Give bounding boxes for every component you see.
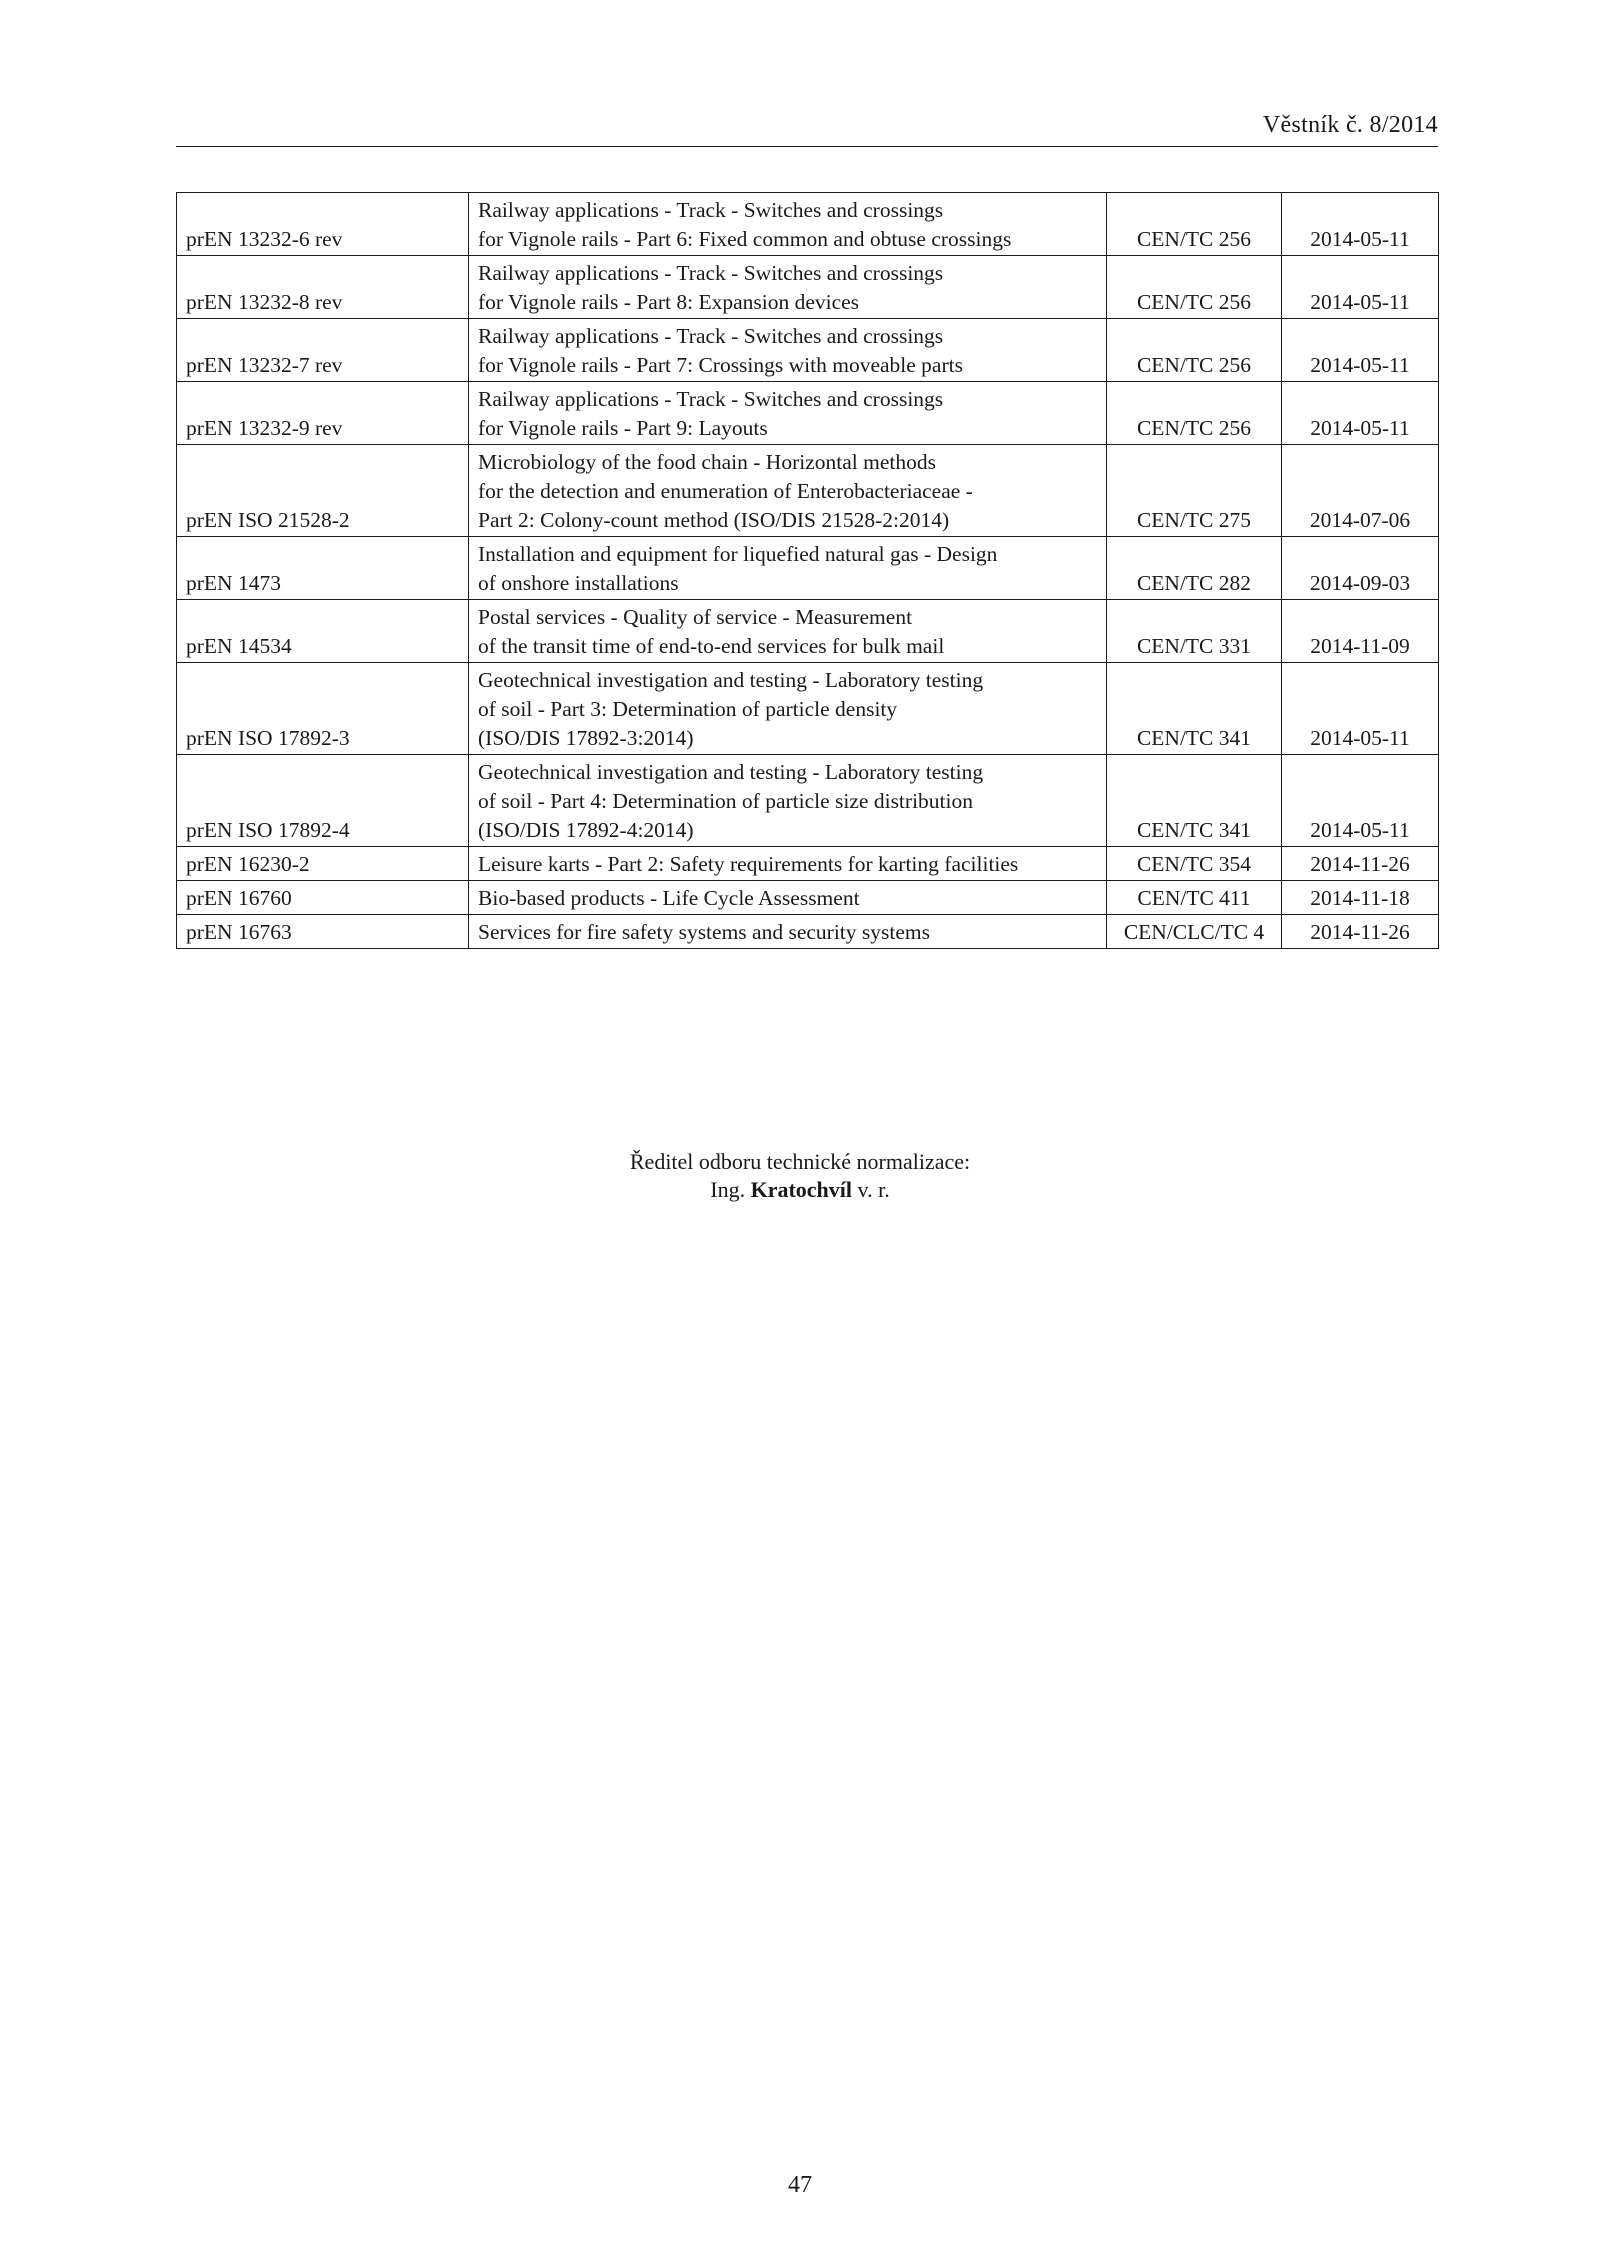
deadline-date: 2014-05-11 (1282, 193, 1439, 256)
standard-code: prEN 13232-6 rev (177, 193, 469, 256)
standard-code: prEN 16760 (177, 881, 469, 915)
deadline-date: 2014-09-03 (1282, 537, 1439, 600)
deadline-date: 2014-05-11 (1282, 755, 1439, 847)
standard-code: prEN 13232-9 rev (177, 382, 469, 445)
table-row (177, 881, 1439, 915)
table-row (177, 319, 1439, 382)
technical-committee: CEN/TC 331 (1107, 600, 1282, 663)
standard-code: prEN 13232-7 rev (177, 319, 469, 382)
deadline-date: 2014-11-26 (1282, 915, 1439, 949)
journal-issue-title: Věstník č. 8/2014 (1262, 112, 1438, 138)
standard-code: prEN 16763 (177, 915, 469, 949)
table-row (177, 755, 1439, 847)
standard-code: prEN ISO 21528-2 (177, 445, 469, 537)
table-row (177, 600, 1439, 663)
standard-title: Bio-based products - Life Cycle Assessment (469, 881, 1107, 915)
standards-table-body (177, 193, 1439, 949)
deadline-date: 2014-11-09 (1282, 600, 1439, 663)
signatory-title-prefix: Ing. (710, 1177, 746, 1202)
technical-committee: CEN/TC 354 (1107, 847, 1282, 881)
signatory-role: Ředitel odboru technické normalizace: (629, 1149, 971, 1174)
standard-title: Railway applications - Track - Switches and crossings for Vignole rails - Part 7: Crossings with moveable parts (469, 319, 1107, 382)
signatory-suffix: v. r. (857, 1177, 890, 1202)
table-row (177, 193, 1439, 256)
deadline-date: 2014-05-11 (1282, 319, 1439, 382)
standard-code: prEN 16230-2 (177, 847, 469, 881)
standard-title: Railway applications - Track - Switches and crossings for Vignole rails - Part 8: Expansion devices (469, 256, 1107, 319)
signatory-name: Kratochvíl (750, 1177, 853, 1202)
table-row (177, 537, 1439, 600)
standard-title: Geotechnical investigation and testing - Laboratory testing of soil - Part 3: Determination of particle density (ISO/DIS 17892-3:2014) (469, 663, 1107, 755)
table-row (177, 663, 1439, 755)
standards-table (176, 192, 1439, 949)
page-header (176, 108, 1438, 147)
deadline-date: 2014-11-26 (1282, 847, 1439, 881)
technical-committee: CEN/TC 256 (1107, 382, 1282, 445)
standard-code: prEN 13232-8 rev (177, 256, 469, 319)
deadline-date: 2014-05-11 (1282, 256, 1439, 319)
standard-title: Services for fire safety systems and security systems (469, 915, 1107, 949)
deadline-date: 2014-05-11 (1282, 382, 1439, 445)
signature-block (0, 1148, 1600, 1204)
technical-committee: CEN/TC 275 (1107, 445, 1282, 537)
technical-committee: CEN/CLC/TC 4 (1107, 915, 1282, 949)
standard-title: Railway applications - Track - Switches and crossings for Vignole rails - Part 9: Layouts (469, 382, 1107, 445)
standard-title: Postal services - Quality of service - Measurement of the transit time of end-to-end services for bulk mail (469, 600, 1107, 663)
table-row (177, 445, 1439, 537)
table-row (177, 847, 1439, 881)
standard-title: Leisure karts - Part 2: Safety requirements for karting facilities (469, 847, 1107, 881)
technical-committee: CEN/TC 256 (1107, 256, 1282, 319)
technical-committee: CEN/TC 256 (1107, 193, 1282, 256)
table-row (177, 382, 1439, 445)
standard-title: Geotechnical investigation and testing - Laboratory testing of soil - Part 4: Determination of particle size distribution (ISO/DIS 17892-4:2014) (469, 755, 1107, 847)
deadline-date: 2014-05-11 (1282, 663, 1439, 755)
standard-title: Installation and equipment for liquefied natural gas - Design of onshore installations (469, 537, 1107, 600)
standard-title: Railway applications - Track - Switches and crossings for Vignole rails - Part 6: Fixed common and obtuse crossings (469, 193, 1107, 256)
technical-committee: CEN/TC 282 (1107, 537, 1282, 600)
signatory-line (0, 1176, 1600, 1204)
technical-committee: CEN/TC 411 (1107, 881, 1282, 915)
page-number: 47 (788, 2172, 812, 2198)
deadline-date: 2014-11-18 (1282, 881, 1439, 915)
technical-committee: CEN/TC 256 (1107, 319, 1282, 382)
standard-code: prEN ISO 17892-3 (177, 663, 469, 755)
technical-committee: CEN/TC 341 (1107, 755, 1282, 847)
standard-code: prEN 1473 (177, 537, 469, 600)
standard-code: prEN 14534 (177, 600, 469, 663)
standard-code: prEN ISO 17892-4 (177, 755, 469, 847)
table-row (177, 915, 1439, 949)
technical-committee: CEN/TC 341 (1107, 663, 1282, 755)
standard-title: Microbiology of the food chain - Horizontal methods for the detection and enumeration of Enterobacteriaceae - Part 2: Colony-count method (ISO/DIS 21528-2:2014) (469, 445, 1107, 537)
table-row (177, 256, 1439, 319)
deadline-date: 2014-07-06 (1282, 445, 1439, 537)
